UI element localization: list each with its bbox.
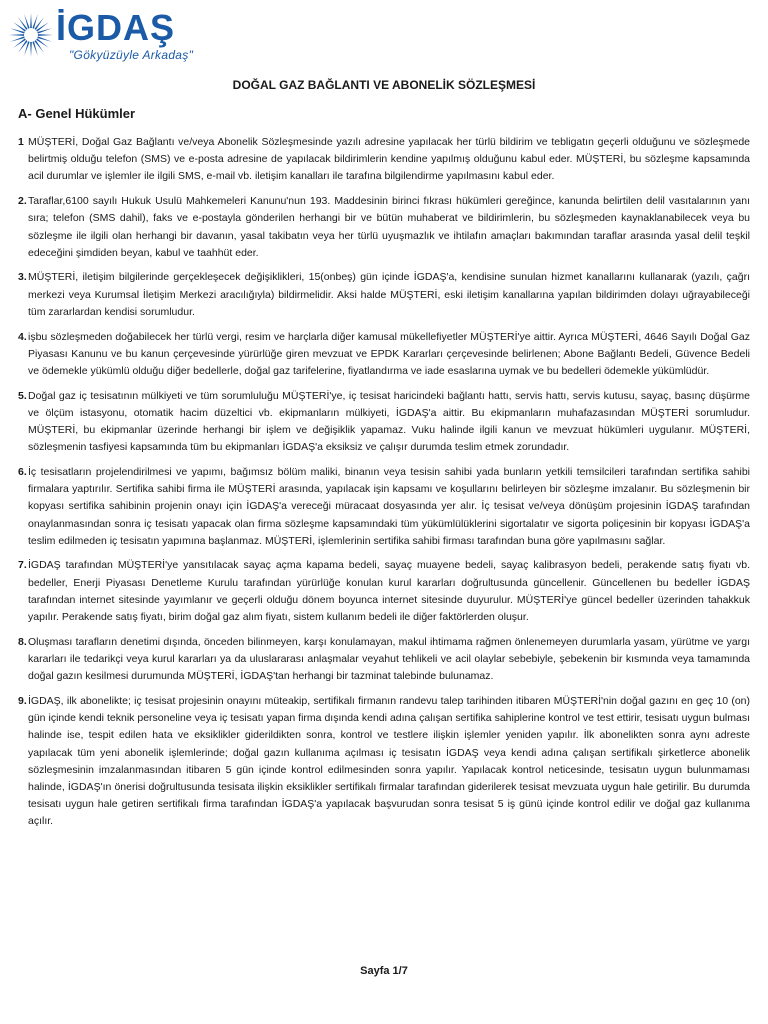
- clause-number: 8.: [18, 635, 27, 648]
- clause-item: [18, 388, 750, 457]
- clause-text: İGDAŞ tarafından MÜŞTERİ'ye yansıtılacak sayaç açma kapama bedeli, sayaç muayene bedeli, sayaç kalibrasyon bedeli, perakende satış fiyatı vb. bedeller, Enerji Piyasası Denetleme Kurulu tarafından yürürlüğe konulan kurul kararları doğrultusunda güncellenir. Güncellenen bu bedeller İGDAŞ tarafından internet sitesinde yayımlanır ve geçerli olduğu dönem boyunca internet sitesinde duyurulur. MÜŞTERİ'ye güncel bedeller üzerinden tahakkuk yapılır. Perakende satış fiyatı, birim doğal gaz alım fiyatı, sistem kullanım bedeli ile diğer faktörlerden oluşur.: [28, 559, 750, 624]
- clause-number: 4.: [18, 330, 27, 343]
- clause-number: 6.: [18, 465, 27, 478]
- clause-item: [18, 193, 750, 262]
- clause-item: [18, 557, 750, 626]
- logo-slogan: "Gökyüzüyle Arkadaş": [69, 48, 194, 62]
- logo-wordmark: İGDAŞ: [56, 7, 176, 48]
- clause-item: [18, 134, 750, 186]
- document-title: DOĞAL GAZ BAĞLANTI VE ABONELİK SÖZLEŞMESİ: [232, 78, 536, 92]
- clause-number: 1: [18, 136, 24, 148]
- section-heading: A- Genel Hükümler: [18, 106, 136, 121]
- clause-number: 2.: [18, 195, 27, 208]
- clause-item: [18, 329, 750, 381]
- company-logo: [6, 7, 206, 70]
- logo-flame-icon: [6, 10, 56, 60]
- clause-text: işbu sözleşmeden doğabilecek her türlü vergi, resim ve harçlarla diğer kamusal mükellefiyetler MÜŞTERİ'ye aittir. Ayrıca MÜŞTERİ, 4646 Sayılı Doğal Gaz Piyasası Kanunu ve bu kanun çerçevesinde yürürlüğe giren mevzuat ve EPDK Kararları çerçevesinde belirlenen; Abone Bağlantı Bedeli, Güvence Bedeli ve ödemekle yükümlü olduğu diğer bedellerle, doğal gaz tarifelerine, fiyatlandırma ve iade esaslarına uymak ve bu bedelleri ödemekle yükümlüdür.: [28, 330, 750, 377]
- clause-text: İç tesisatların projelendirilmesi ve yapımı, bağımsız bölüm maliki, binanın veya tesisin sahibi yada bunların yetkili temsilcileri tarafından sertifika sahibi firmalara yaptırılır. Sertifika sahibi firma ile MÜŞTERİ arasında, yapılacak işin kapsamı ve koşullarını belirleyen bir sözleşme imzalanır. Bu sözleşmenin bir kopyası sertifika sahibinin projenin onayı için İGDAŞ'a vereceği müracaat dosyasında yer alır. İç tesisat ve/veya dönüşüm projesinin İGDAŞ tarafından onaylanmasından sonra iç tesisatı yapacak olan firma sözleşme kapsamındaki tüm yükümlülüklerini sigortalatır ve sigorta poliçesinin bir kopyası İGDAŞ'a teslim edilmeden iç tesisatın yapımına başlanmaz. MÜŞTERİ, işlemlerinin sertifika sahibi firması tarafından buna göre yapılmasını sağlar.: [28, 465, 750, 547]
- clause-item: [18, 693, 750, 831]
- clause-number: 7.: [18, 559, 27, 572]
- clause-list: [18, 134, 750, 838]
- clause-number: 5.: [18, 389, 27, 402]
- clause-text: Doğal gaz iç tesisatının mülkiyeti ve tüm sorumluluğu MÜŞTERİ'ye, iç tesisat haricindeki bağlantı hattı, servis hattı, servis kutusu, sayaç, basınç düşürme ve ölçüm istasyonu, otomatik hacim düzeltici vb. ekipmanların mülkiyeti, İGDAŞ'a aittir. Bu ekipmanların muhafazasından MÜŞTERİ sorumludur. MÜŞTERİ, bu ekipmanlar üzerinde herhangi bir işlem ve değişiklik yapamaz. Vuku halinde ilgili kanun ve mevzuat hükümleri uygulanır. MÜŞTERİ, sözleşmenin tasfiyesi kapsamında tüm bu ekipmanları İGDAŞ'a eksiksiz ve çalışır durumda teslim etmek zorundadır.: [28, 389, 750, 454]
- clause-text: İGDAŞ, ilk abonelikte; iç tesisat projesinin onayını müteakip, sertifikalı firmanın randevu talep tarihinden itibaren MÜŞTERİ'nin doğal gazını en geç 10 (on) gün içinde kendi teknik personeline veya iç tesisatı yapan firma dışında kendi adına çalışan sertifika sahiplerine kontrol ve test ettirir, tesisatı uygun bulması halinde ise, tespit edilen hata ve eksiklikler giderildikten sonra, kontrol ve testlere ilişkin işlemler yeniden yapılır. İlk abonelikten sonra aynı adreste yapılacak tüm yeni abonelik işlemlerinde; doğal gazın kullanıma açılması iç tesisatın İGDAŞ veya kendi adına çalışan sertifikalı şirketlerce abonelik sözleşmesinin imzalanmasından itibaren 5 gün içinde kontrol edilmesinden sonra yapılır. Yapılacak kontrol neticesinde, tesisatın uygun bulunmaması halinde, İGDAŞ'ın önerisi doğrultusunda tesisata ilişkin eksiklikler sertifikalı firmalar tarafından giderilerek tesisat mevzuata uygun hale getirilir. Bu durumda tesisatı uygun hale getiren sertifikalı firma tarafından İGDAŞ'a yapılacak başvurudan sonra tesisat 5 iş günü içinde kontrol edilir ve doğal gaz kullanıma açılır.: [28, 694, 750, 828]
- clause-item: [18, 464, 750, 550]
- clause-item: [18, 634, 750, 686]
- clause-text: MÜŞTERİ, iletişim bilgilerinde gerçekleşecek değişiklikleri, 15(onbeş) gün içinde İGDAŞ'a, kendisine sunulan hizmet kanallarını kullanarak (yazılı, çağrı merkezi veya Kurumsal İletişim Merkezi aracılığıyla) bildirmelidir. Aksi halde MÜŞTERİ, eski iletişim kanallarına yapılan bildirimden dolayı uğrayabileceği tüm zararlardan kendisi sorumludur.: [28, 271, 750, 318]
- clause-text: Oluşması tarafların denetimi dışında, önceden bilinmeyen, karşı konulamayan, makul ihtimama rağmen önlenemeyen durumlarla yasam, yürütme ve yargı kararları ile tedarikçi veya kurul kararları ya da uluslararası anlaşmalar veyahut tehlikeli ve acil olaylar sebebiyle, şebekenin bir kısmında veya tamamında doğal gazın kesilmesi durumunda MÜŞTERİ, İGDAŞ'tan herhangi bir tazminat talebinde bulunamaz.: [28, 635, 750, 683]
- clause-number: 3.: [18, 271, 27, 284]
- page-number: Sayfa 1/7: [360, 965, 408, 977]
- clause-item: [18, 269, 750, 321]
- clause-number: 9.: [18, 694, 27, 707]
- clause-text: Taraflar,6100 sayılı Hukuk Usulü Mahkemeleri Kanunu'nun 193. Maddesinin birinci fıkrası hükümleri gereğince, kanunda belirtilen delil vasıtalarının yanı sıra; telefon (SMS dahil), faks ve e-postayla gönderilen herhangi bir ve bütün muhaberat ve bildirimlerin, bu sözleşmeden kaynaklanabilecek veya bu sözleşme ile ilgili olan herhangi bir davanın, yasal takibatın veya her türlü uyuşmazlık ve ihtilafın amaçları bakımından taraflar arasında yasal delil teşkil edeceğini şimdiden beyan, kabul ve taahhüt eder.: [28, 195, 750, 259]
- clause-text: MÜŞTERİ, Doğal Gaz Bağlantı ve/veya Abonelik Sözleşmesinde yazılı adresine yapılacak her türlü bildirim ve tebligatın geçerli olduğunu ve sözleşmede belirtmiş olduğu telefon (SMS) ve e-posta adresine de yapılacak bildirimlerin kendine yapılmış olduğunu kabul eder. MÜŞTERİ, bu sözleşme kapsamında acil durumlar ve işlemler ile ilgili SMS, e-mail vb. iletişim kanalları ile tarafına bilgilendirme yapılmasını kabul eder.: [28, 136, 750, 183]
